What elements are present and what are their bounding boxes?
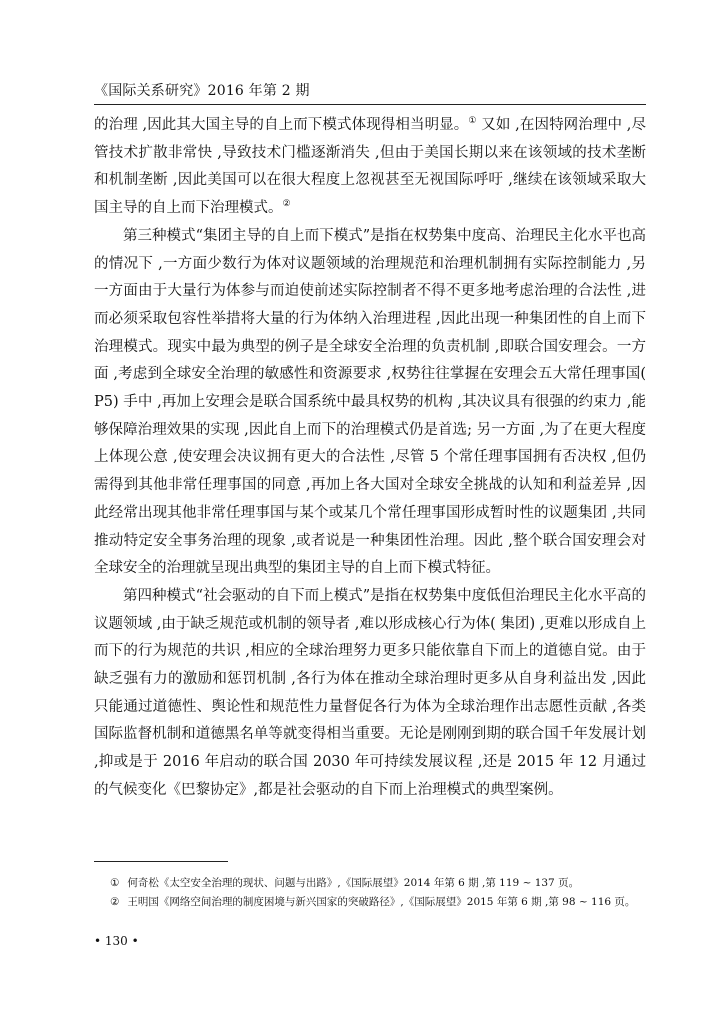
footnote-1 — [94, 874, 646, 893]
body-paragraph-2: 第三种模式“集团主导的自上而下模式”是指在权势集中度高、治理民主化水平也高的情况下 ,一方面少数行为体对议题领域的治理规范和治理机制拥有实际控制能力 ,另一方面由于大量行为体参与而迫使前述实际控制者不得不更多地考虑治理的合法性 ,进而必须采取包容性举措将大量的行为体纳入治理进程 ,因此出现一种集团性的自上而下治理模式。现实中最为典型的例子是全球安全治理的负责机制 ,即联合国安理会。一方面 ,考虑到全球安全治理的敏感性和资源要求 ,权势往往掌握在安理会五大常任理事国( P5) 手中 ,再加上安理会是联合国系统中最具权势的机构 ,其决议具有很强的约束力 ,能够保障治理效果的实现 ,因此自上而下的治理模式仍是首选; 另一方面 ,为了在更大程度上体现公意 ,使安理会决议拥有更大的合法性 ,尽管 5 个常任理事国拥有否决权 ,但仍需得到其他非常任理事国的同意 ,再加上各大国对全球安全挑战的认知和利益差异 ,因此经常出现其他非常任理事国与某个或某几个常任理事国形成暂时性的议题集团 ,共同推动特定安全事务治理的现象 ,或者说是一种集团性治理。因此 ,整个联合国安理会对全球安全的治理就呈现出典型的集团主导的自上而下模式特征。 — [94, 227, 646, 577]
page-number: • 130 • — [94, 934, 139, 948]
header-rule — [94, 104, 646, 105]
body-paragraph-3: 第四种模式“社会驱动的自下而上模式”是指在权势集中度低但治理民主化水平高的议题领域 ,由于缺乏规范或机制的领导者 ,难以形成核心行为体( 集团) ,更难以形成自上而下的行为规范的共识 ,相应的全球治理努力更多只能依靠自下而上的道德自觉。由于缺乏强有力的激励和惩罚机制 ,各行为体在推动全球治理时更多从自身利益出发 ,因此只能通过道德性、舆论性和规范性力量督促各行为体为全球治理作出志愿性贡献 ,各类国际监督机制和道德黑名单等就变得相当重要。无论是刚刚到期的联合国千年发展计划 ,抑或是于 2016 年启动的联合国 2030 年可持续发展议程 ,还是 2015 年 12 月通过的气候变化《巴黎协定》,都是社会驱动的自下而上治理模式的典型案例。 — [94, 587, 646, 798]
footnote-2 — [94, 893, 646, 912]
paragraph-text: 的治理 ,因此其大国主导的自上而下模式体现得相当明显。 — [94, 117, 469, 133]
footnote-text: 王明国《网络空间治理的制度困境与新兴国家的突破路径》,《国际展望》2015 年第 6 期 ,第 98 ~ 116 页。 — [127, 896, 636, 908]
footnote-mark: ① — [110, 877, 120, 889]
footnote-mark: ② — [110, 896, 120, 908]
running-header: 《国际关系研究》2016 年第 2 期 — [94, 83, 310, 99]
footnote-text: 何奇松《太空安全治理的现状、问题与出路》,《国际展望》2014 年第 6 期 ,第 119 ~ 137 页。 — [127, 877, 580, 889]
footnote-ref-2[interactable]: ② — [282, 199, 291, 210]
article-body — [94, 112, 646, 805]
paragraph-text: 又如 ,在因特网治理中 ,尽管技术扩散非常快 ,导致技术门槛逐渐消失 ,但由于美国长期以来在该领域的技术垄断和机制垄断 ,因此美国可以在很大程度上忽视甚至无视国际呼吁 ,继续在该领域采取大国主导的自上而下治理模式。 — [94, 117, 646, 217]
footnotes — [94, 874, 646, 912]
footnote-rule — [94, 861, 228, 862]
body-paragraph-1 — [94, 112, 646, 223]
footnote-ref-1[interactable]: ① — [468, 116, 477, 127]
